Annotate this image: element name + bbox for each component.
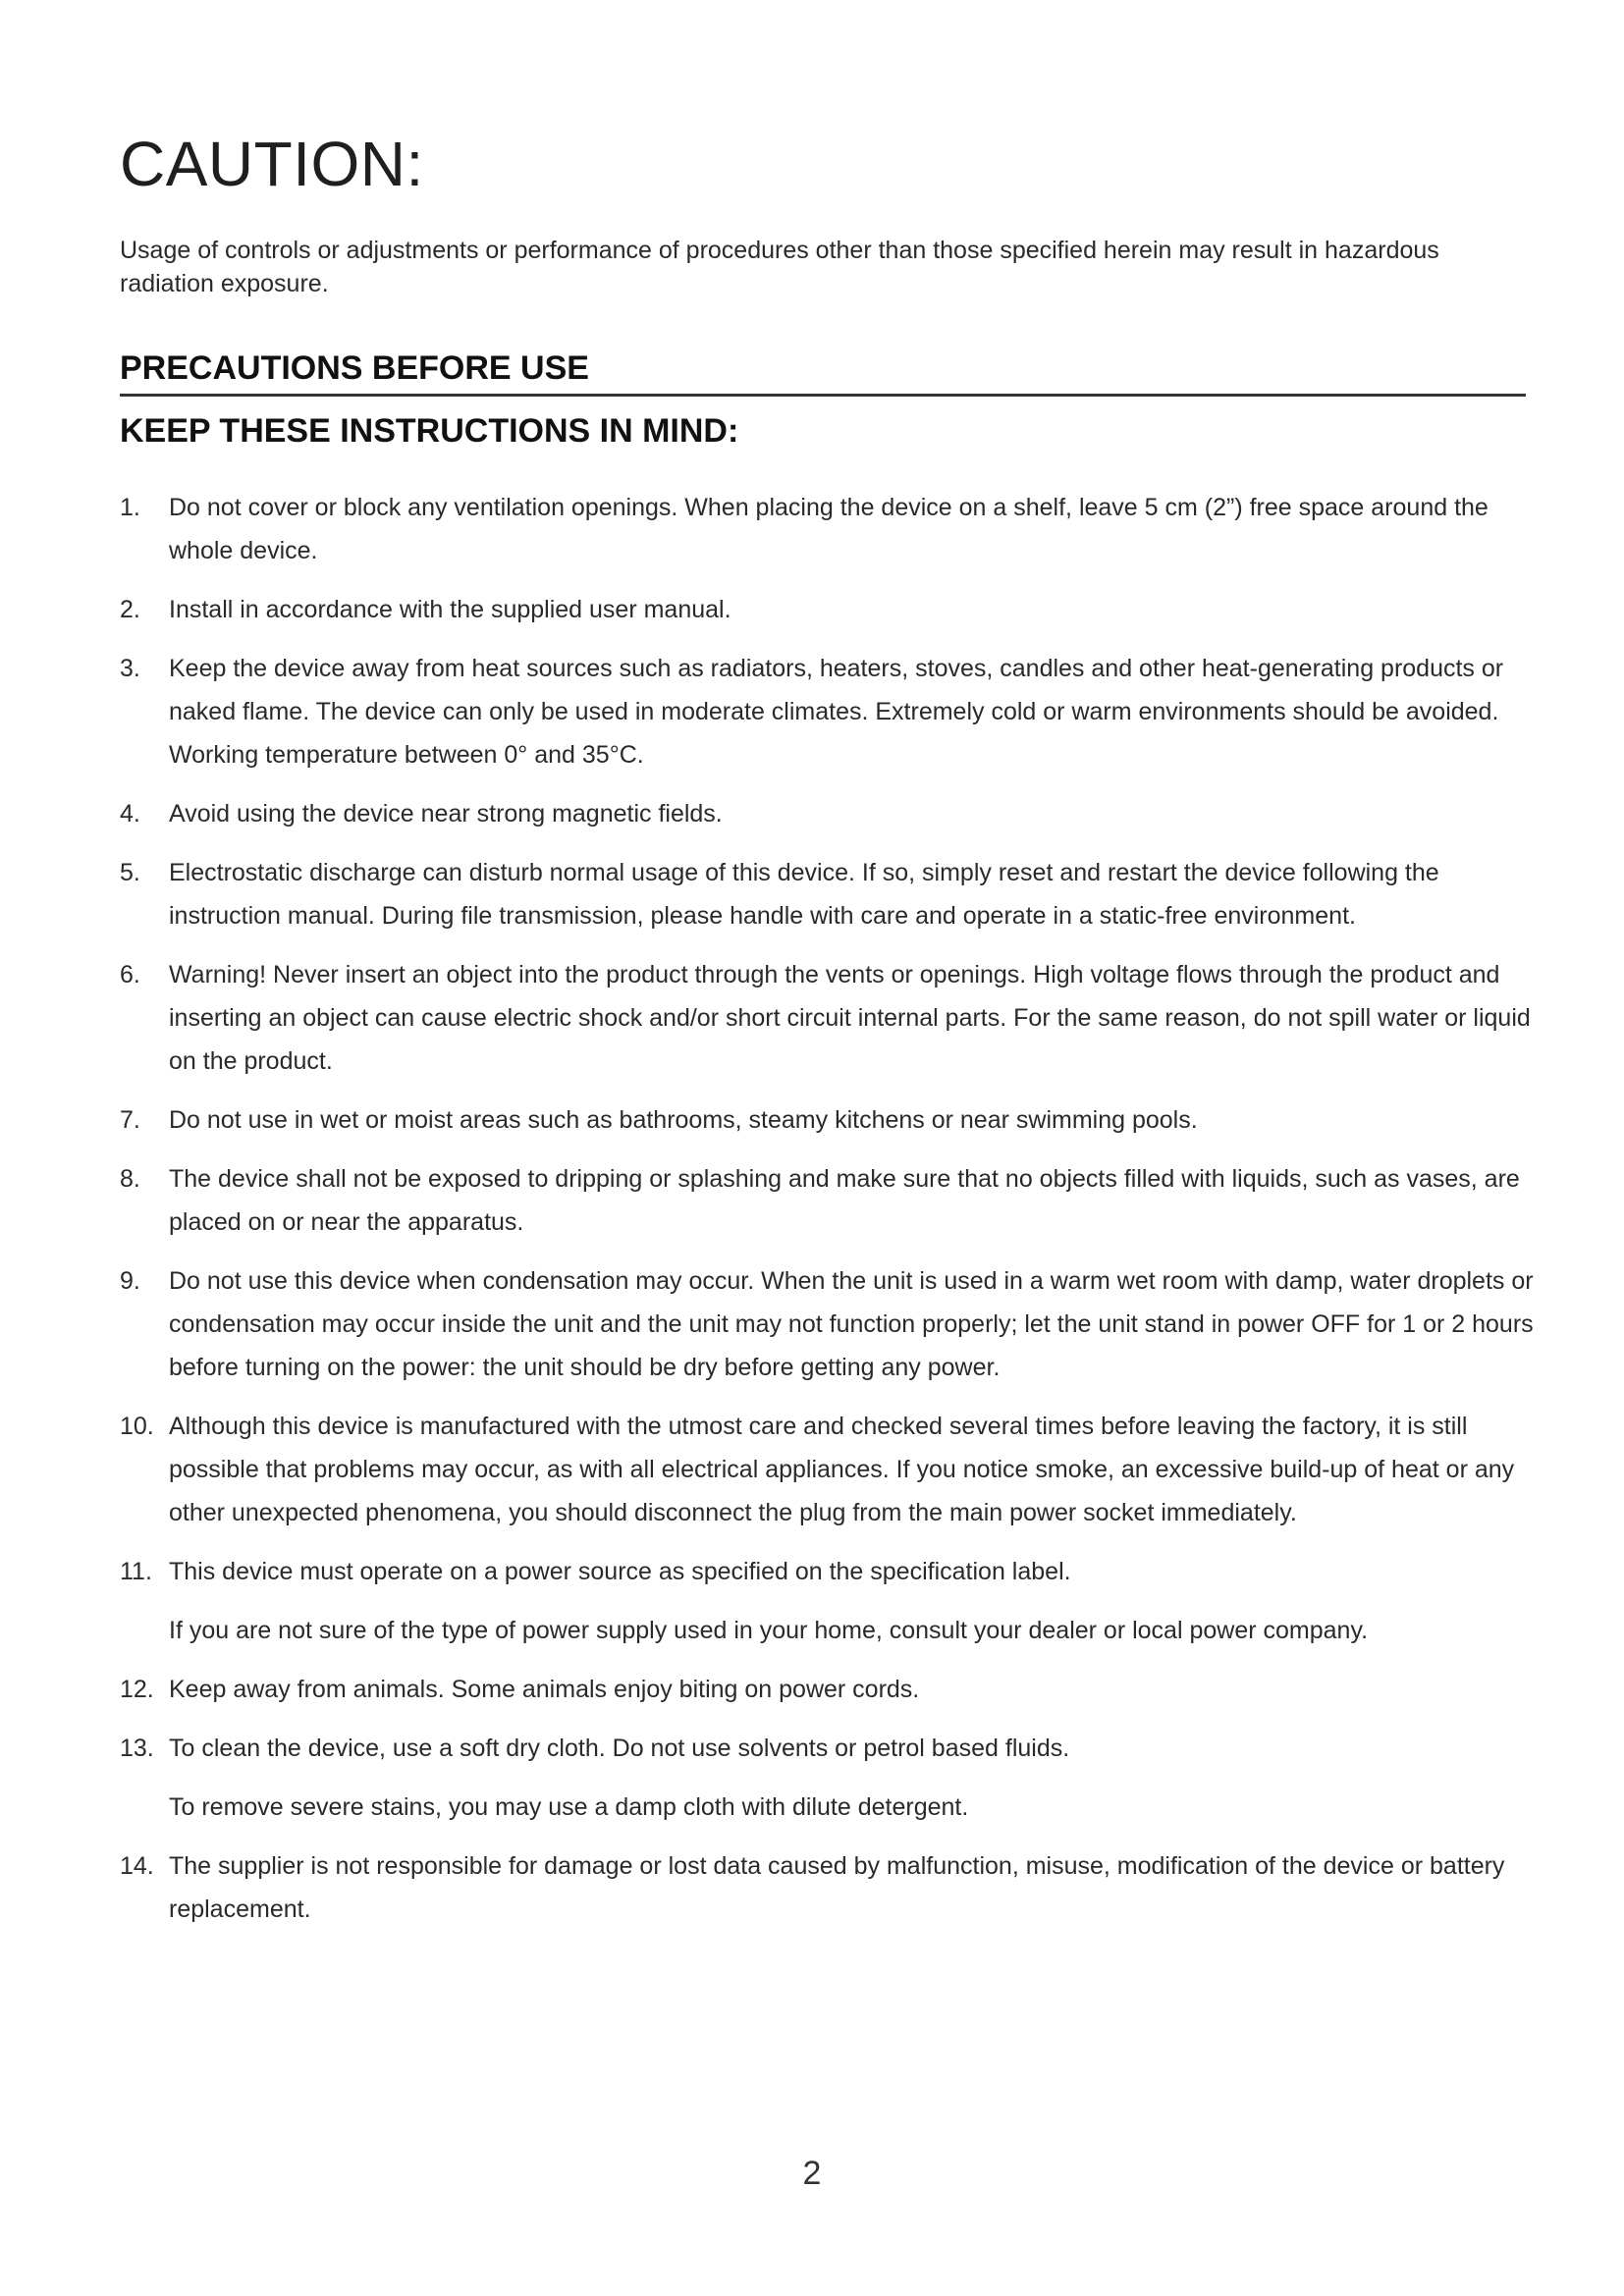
- item-number: 7.: [120, 1106, 140, 1134]
- list-item: [120, 1157, 1534, 1244]
- page-number: 2: [802, 2155, 822, 2192]
- list-item: [120, 851, 1534, 937]
- item-text: Do not use this device when condensation may occur. When the unit is used in a warm wet room with damp, water droplets or condensation may occur inside the unit and the unit may not function properly; let the unit stand in power OFF for 1 or 2 hours before turning on the power: the unit should be dry before getting any power.: [169, 1267, 1534, 1381]
- list-item: [120, 647, 1534, 776]
- list-item: [120, 1098, 1534, 1142]
- list-item: [120, 486, 1534, 572]
- item-text: Do not use in wet or moist areas such as bathrooms, steamy kitchens or near swimming pools.: [169, 1106, 1198, 1134]
- item-number: 13.: [120, 1735, 154, 1762]
- list-item: [120, 1259, 1534, 1389]
- item-text: This device must operate on a power source as specified on the specification label.: [169, 1558, 1071, 1585]
- list-item: [120, 953, 1534, 1083]
- item-number: 1.: [120, 494, 140, 521]
- item-number: 4.: [120, 800, 140, 828]
- item-text: Keep away from animals. Some animals enjoy biting on power cords.: [169, 1676, 920, 1703]
- list-item: [120, 1844, 1534, 1931]
- precautions-list: [120, 486, 1534, 1947]
- precautions-heading: PRECAUTIONS BEFORE USE: [120, 349, 589, 387]
- list-item: [120, 1405, 1534, 1534]
- item-text: Avoid using the device near strong magnetic fields.: [169, 800, 723, 828]
- item-text-continued: To remove severe stains, you may use a damp cloth with dilute detergent.: [169, 1793, 969, 1821]
- caution-text: Usage of controls or adjustments or performance of procedures other than those specified herein may result in hazardous radiation exposure.: [120, 237, 1439, 297]
- item-number: 10.: [120, 1413, 154, 1440]
- item-number: 2.: [120, 596, 140, 623]
- item-number: 5.: [120, 859, 140, 886]
- list-item: [120, 792, 1534, 835]
- instructions-subheading: KEEP THESE INSTRUCTIONS IN MIND:: [120, 412, 739, 450]
- item-number: 11.: [120, 1558, 152, 1585]
- item-text: To clean the device, use a soft dry cloth. Do not use solvents or petrol based fluids.: [169, 1735, 1070, 1762]
- caution-title: CAUTION:: [120, 129, 424, 199]
- section-divider: [120, 394, 1526, 397]
- item-number: 8.: [120, 1165, 140, 1193]
- item-number: 6.: [120, 961, 140, 988]
- list-item: [120, 1727, 1534, 1829]
- item-text: Electrostatic discharge can disturb normal usage of this device. If so, simply reset and restart the device following the instruction manual. During file transmission, please handle with care and operate in a static-free environment.: [169, 859, 1439, 930]
- item-number: 14.: [120, 1852, 154, 1880]
- item-text: Although this device is manufactured with the utmost care and checked several times before leaving the factory, it is still possible that problems may occur, as with all electrical appliances. If you notice smoke, an excessive build-up of heat or any other unexpected phenomena, you should disconnect the plug from the main power socket immediately.: [169, 1413, 1515, 1526]
- item-number: 12.: [120, 1676, 154, 1703]
- item-text: Keep the device away from heat sources such as radiators, heaters, stoves, candles and other heat-generating products or naked flame. The device can only be used in moderate climates. Extremely cold or warm environments should be avoided. Working temperature between 0° and 35°C.: [169, 655, 1504, 769]
- item-text: The device shall not be exposed to dripping or splashing and make sure that no objects filled with liquids, such as vases, are placed on or near the apparatus.: [169, 1165, 1520, 1236]
- item-text: Install in accordance with the supplied user manual.: [169, 596, 731, 623]
- item-number: 9.: [120, 1267, 140, 1295]
- item-text: The supplier is not responsible for damage or lost data caused by malfunction, misuse, modification of the device or battery replacement.: [169, 1852, 1505, 1923]
- item-text-continued: If you are not sure of the type of power supply used in your home, consult your dealer or local power company.: [169, 1617, 1369, 1644]
- item-text: Warning! Never insert an object into the product through the vents or openings. High voltage flows through the product and inserting an object can cause electric shock and/or short circuit internal parts. For the same reason, do not spill water or liquid on the product.: [169, 961, 1531, 1075]
- item-number: 3.: [120, 655, 140, 682]
- list-item: [120, 1668, 1534, 1711]
- list-item: [120, 588, 1534, 631]
- list-item: [120, 1550, 1534, 1652]
- item-text: Do not cover or block any ventilation openings. When placing the device on a shelf, leave 5 cm (2”) free space around the whole device.: [169, 494, 1489, 564]
